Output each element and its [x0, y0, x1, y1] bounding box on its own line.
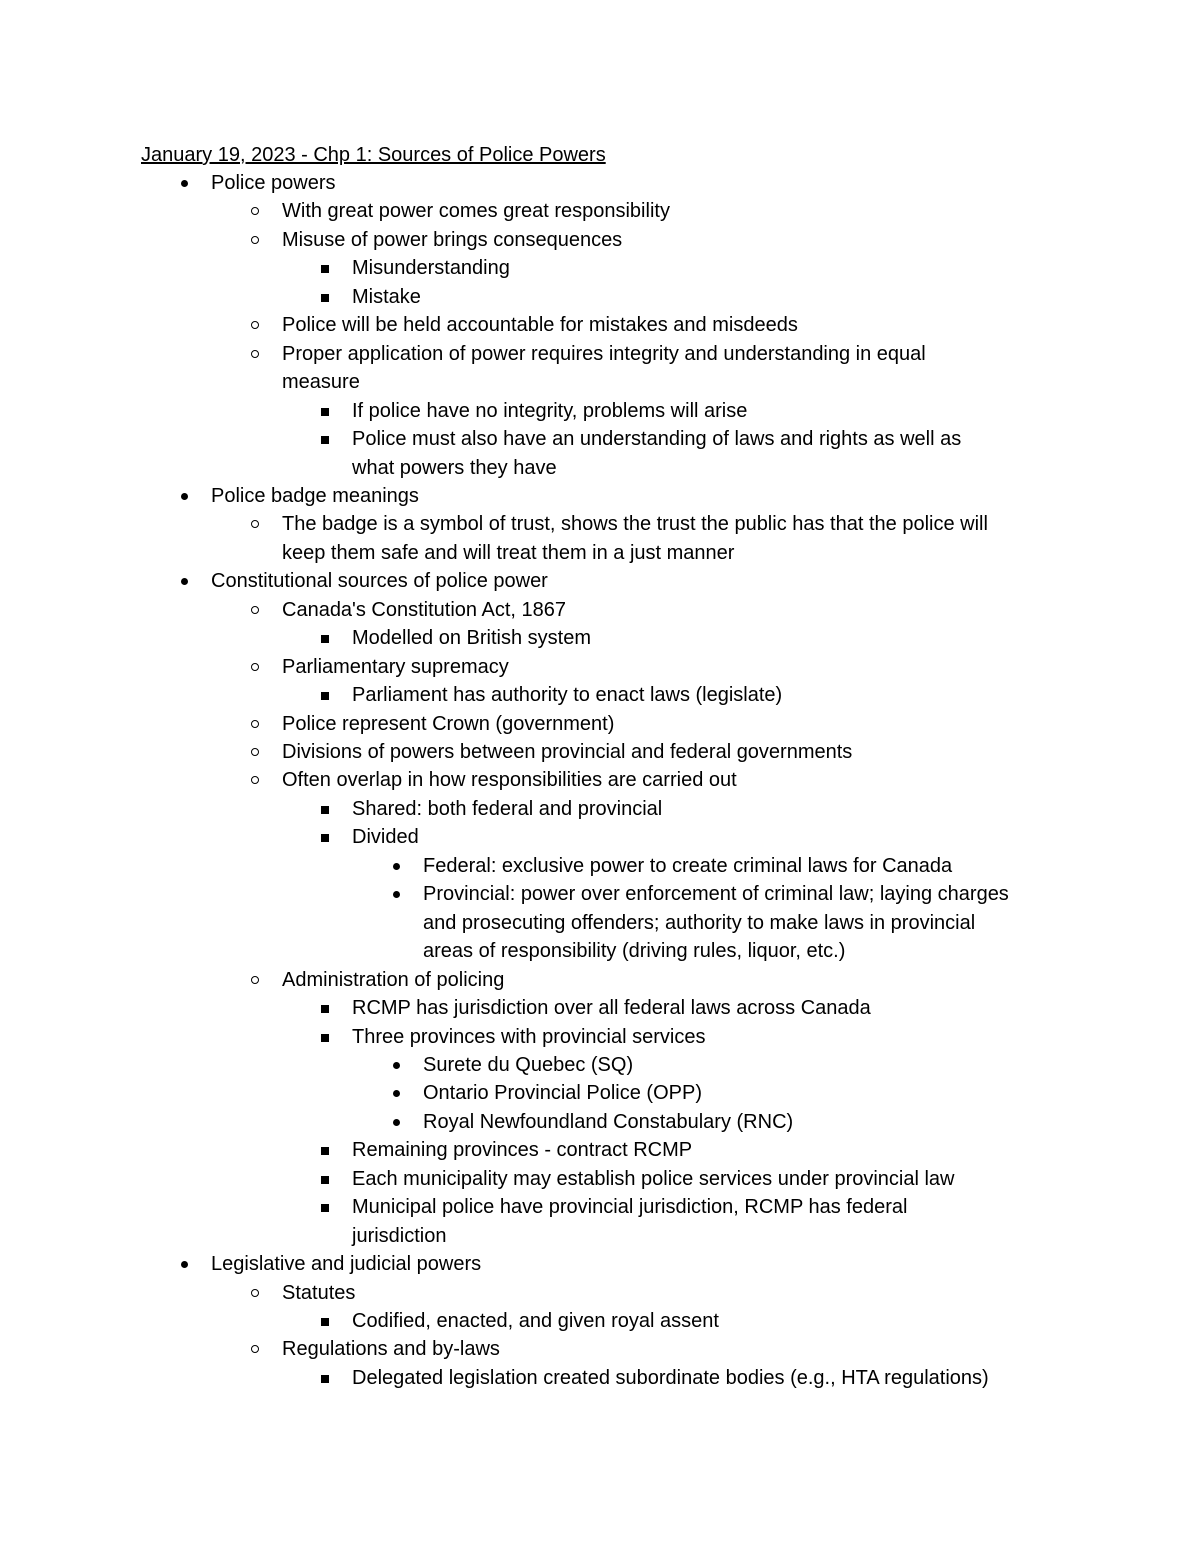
outline-item-level-2 [282, 766, 737, 794]
outline-item-text: Divided [352, 826, 419, 849]
bullet-icon [175, 1250, 199, 1278]
bullet-icon [246, 966, 270, 994]
outline-item-level-4 [423, 1108, 793, 1136]
outline-item-level-3 [352, 823, 419, 851]
outline-item-level-2 [282, 596, 566, 624]
outline-item-level-1 [211, 482, 419, 510]
bullet-icon [246, 766, 270, 794]
outline-item-level-1 [211, 169, 336, 197]
outline-item-text: Administration of policing [282, 968, 505, 991]
outline-item-text: Provincial: power over enforcement of criminal law; laying charges [423, 883, 1009, 906]
outline-item-level-2 [282, 1335, 500, 1363]
outline-item-level-3 [352, 1165, 955, 1193]
outline-item-text: Parliament has authority to enact laws (legislate) [352, 684, 783, 707]
bullet-icon [316, 1165, 340, 1193]
outline-item-text: Statutes [282, 1281, 356, 1304]
bullet-icon [387, 1051, 411, 1079]
outline-item-level-3 [352, 283, 421, 311]
outline-item-text: The badge is a symbol of trust, shows the trust the public has that the police will [282, 513, 988, 536]
outline-item-level-2 [282, 226, 622, 254]
bullet-icon [387, 880, 411, 908]
bullet-icon [246, 653, 270, 681]
outline-item-text: Shared: both federal and provincial [352, 797, 663, 820]
outline-item-text: Canada's Constitution Act, 1867 [282, 598, 567, 621]
outline-item-level-2 [282, 510, 988, 538]
outline-item-text: jurisdiction [352, 1224, 447, 1247]
outline-item-level-3 [352, 994, 871, 1022]
outline-item-text: areas of responsibility (driving rules, liquor, etc.) [423, 940, 846, 963]
bullet-icon [246, 510, 270, 538]
outline-item-text: Each municipality may establish police services under provincial law [352, 1167, 955, 1190]
bullet-icon [246, 738, 270, 766]
outline-item-text: Codified, enacted, and given royal assent [352, 1310, 719, 1332]
bullet-icon [316, 823, 340, 851]
bullet-icon [246, 1335, 270, 1363]
bullet-icon [246, 197, 270, 225]
outline-item-text: Police powers [211, 172, 336, 194]
outline-item-level-2 [282, 197, 670, 225]
bullet-icon [175, 169, 199, 197]
outline-item-text: Mistake [352, 285, 421, 308]
outline-item-text: Royal Newfoundland Constabulary (RNC) [423, 1110, 794, 1133]
bullet-icon [316, 1136, 340, 1164]
bullet-icon [316, 624, 340, 652]
outline-item-level-3 [352, 795, 662, 823]
outline-item-level-4 [423, 880, 1009, 908]
outline-item-level-3 [352, 425, 961, 453]
bullet-icon [246, 311, 270, 339]
bullet-icon [387, 1108, 411, 1136]
outline-item-text: Modelled on British system [352, 627, 591, 650]
outline-item-level-4 [423, 1051, 633, 1079]
outline-item-text: With great power comes great responsibility [282, 200, 670, 223]
bullet-icon [316, 1193, 340, 1221]
outline-item-text: Legislative and judicial powers [211, 1253, 482, 1276]
outline-item-level-3 [352, 1364, 989, 1392]
outline-item-text: measure [282, 371, 360, 394]
outline-item-text: Misunderstanding [352, 257, 510, 280]
outline-item-level-2 [282, 340, 926, 368]
outline-item-text: Police represent Crown (government) [282, 712, 615, 735]
outline-item-text: Remaining provinces - contract RCMP [352, 1139, 693, 1162]
outline-item-text: what powers they have [352, 456, 557, 479]
outline-item-text: Often overlap in how responsibilities are carried out [282, 769, 737, 792]
bullet-icon [246, 226, 270, 254]
outline-item-level-4 [423, 852, 952, 880]
outline-line-continuation [282, 539, 734, 567]
outline-item-level-3 [352, 1136, 692, 1164]
outline-item-level-1 [211, 1250, 481, 1278]
outline-item-text: Constitutional sources of police power [211, 570, 548, 593]
outline-item-level-2 [282, 653, 509, 681]
outline-line-continuation [282, 368, 360, 396]
outline-item-text: keep them safe and will treat them in a just manner [282, 541, 735, 564]
bullet-icon [316, 795, 340, 823]
outline-line-continuation [423, 937, 845, 965]
outline-line-continuation [423, 909, 975, 937]
bullet-icon [316, 994, 340, 1022]
bullet-icon [316, 254, 340, 282]
outline-item-level-2 [282, 311, 798, 339]
bullet-icon [316, 283, 340, 311]
outline-item-text: Police will be held accountable for mistakes and misdeeds [282, 314, 798, 337]
outline-item-text: Police must also have an understanding of laws and rights as well as [352, 428, 962, 451]
outline-item-text: Parliamentary supremacy [282, 655, 509, 678]
outline-line-continuation [352, 1222, 446, 1250]
bullet-icon [316, 1364, 340, 1392]
outline-item-text: and prosecuting offenders; authority to make laws in provincial [423, 911, 976, 934]
bullet-icon [175, 567, 199, 595]
document-title: January 19, 2023 - Chp 1: Sources of Police Powers [141, 144, 606, 166]
outline-item-level-3 [352, 1023, 705, 1051]
outline-item-level-1 [211, 567, 548, 595]
bullet-icon [387, 1079, 411, 1107]
outline-item-text: Misuse of power brings consequences [282, 228, 623, 251]
bullet-icon [175, 482, 199, 510]
outline-item-text: Proper application of power requires integrity and understanding in equal [282, 342, 926, 365]
outline-item-level-2 [282, 1279, 355, 1307]
outline-item-level-3 [352, 624, 591, 652]
bullet-icon [246, 340, 270, 368]
outline-item-text: Divisions of powers between provincial and federal governments [282, 741, 853, 763]
bullet-icon [246, 596, 270, 624]
outline-item-text: Federal: exclusive power to create criminal laws for Canada [423, 854, 953, 877]
outline-item-text: Regulations and by-laws [282, 1338, 500, 1361]
outline-item-text: Surete du Quebec (SQ) [423, 1053, 634, 1076]
outline-item-level-3 [352, 1307, 719, 1335]
bullet-icon [316, 1023, 340, 1051]
bullet-icon [246, 710, 270, 738]
outline-item-text: Delegated legislation created subordinate bodies (e.g., HTA regulations) [352, 1366, 989, 1389]
outline-item-level-4 [423, 1079, 702, 1107]
outline-item-text: Three provinces with provincial services [352, 1025, 706, 1048]
outline-item-text: RCMP has jurisdiction over all federal laws across Canada [352, 997, 871, 1020]
outline-item-level-2 [282, 710, 614, 738]
bullet-icon [246, 1279, 270, 1307]
outline-item-level-2 [282, 738, 852, 766]
outline-item-text: Municipal police have provincial jurisdiction, RCMP has federal [352, 1196, 908, 1219]
outline-line-continuation [352, 454, 557, 482]
outline-item-text: Ontario Provincial Police (OPP) [423, 1082, 702, 1105]
bullet-icon [316, 397, 340, 425]
bullet-icon [316, 681, 340, 709]
outline-item-level-2 [282, 966, 504, 994]
bullet-icon [316, 425, 340, 453]
outline-item-level-3 [352, 397, 747, 425]
outline-item-text: Police badge meanings [211, 484, 419, 507]
outline-item-level-3 [352, 681, 782, 709]
bullet-icon [387, 852, 411, 880]
outline-item-level-3 [352, 1193, 907, 1221]
outline-item-text: If police have no integrity, problems will arise [352, 399, 748, 422]
bullet-icon [316, 1307, 340, 1335]
outline-item-level-3 [352, 254, 510, 282]
